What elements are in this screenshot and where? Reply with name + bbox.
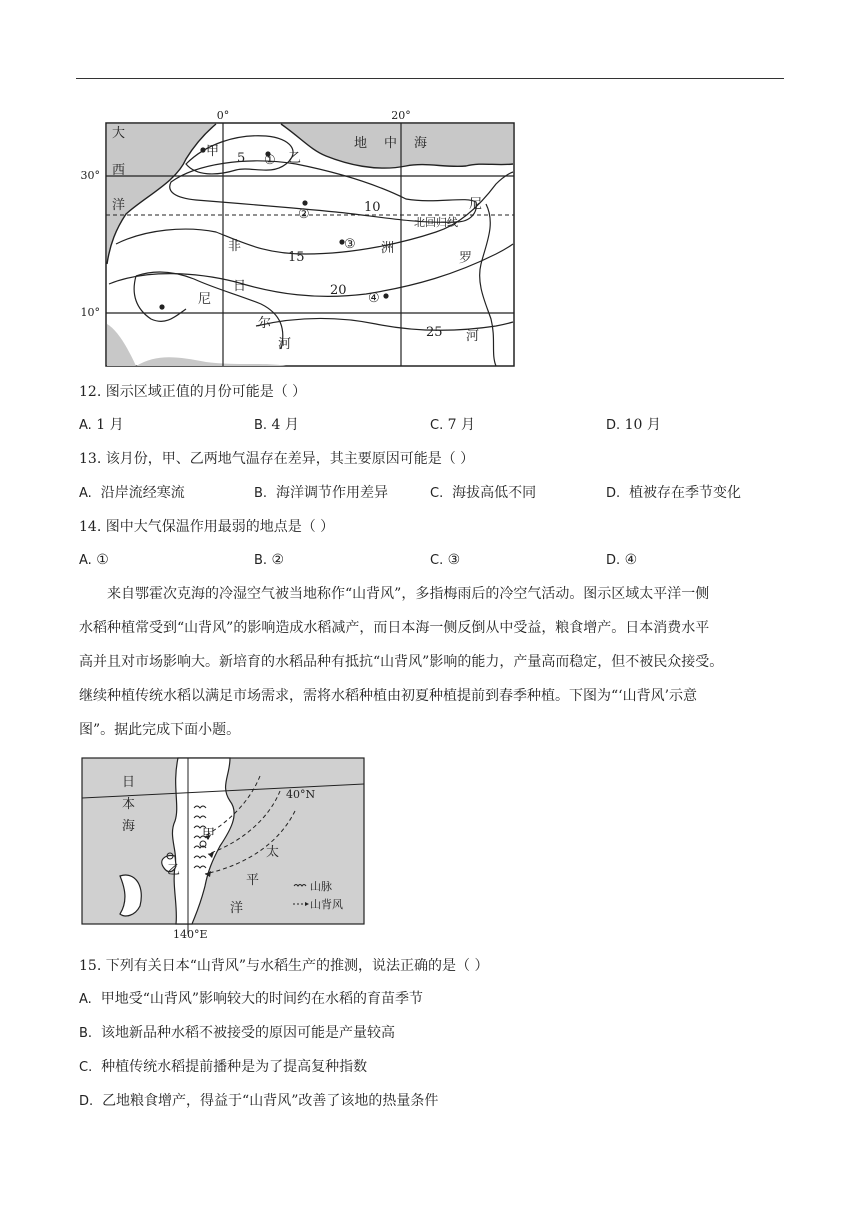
q14-option-c: [430, 550, 460, 571]
isotherm-label-25: 25: [426, 325, 443, 340]
q13-stem: 13. 该月份，甲、乙两地气温存在差异，其主要原因可能是（ ）: [79, 451, 475, 467]
place-hai: 海: [414, 136, 428, 151]
option-text: 植被存在季节变化: [629, 485, 742, 501]
place-nile-ni: 尼: [469, 197, 483, 212]
option-key: B.: [254, 486, 268, 501]
legend-label-wind: 山背风: [310, 898, 343, 911]
option-text: 7 月: [447, 417, 476, 433]
sea-label-yang: 洋: [230, 901, 244, 916]
option-text: ②: [271, 552, 285, 568]
option-text: 4 月: [271, 417, 299, 433]
label-2: ②: [298, 207, 310, 222]
place-nile-he: 河: [466, 329, 480, 344]
isotherm-label-5: 5: [237, 151, 246, 166]
place-nile-luo: 罗: [459, 251, 473, 266]
q12-stem: 12. 图示区域正值的月份可能是（ ）: [79, 384, 307, 400]
option-key: C.: [79, 1060, 93, 1075]
option-key: B.: [254, 553, 268, 568]
q13-option-c: [430, 483, 536, 504]
label-jia: 甲: [206, 144, 220, 159]
tropic-label: 北回归线: [414, 216, 458, 229]
yamase-wind-map: [80, 756, 380, 940]
passage-line: 水稻种植常受到“山背风”的影响造成水稻减产，而日本海一侧反倒从中受益，粮食增产。日本消费水平: [79, 620, 710, 636]
lon-label-20: 20°: [391, 109, 411, 122]
lat-label-10: 10°: [80, 306, 100, 319]
option-text: 海洋调节作用差异: [275, 485, 388, 501]
option-text: 该地新品种水稻不被接受的原因可能是产量较高: [100, 1025, 395, 1041]
place-niger-he: 河: [278, 337, 292, 352]
option-key: A.: [79, 486, 92, 501]
header-rule: [76, 78, 784, 79]
point-4-dot: [383, 293, 388, 298]
point-niger-dot: [159, 304, 164, 309]
option-text: 沿岸流经寒流: [100, 485, 185, 501]
q12-option-d: [606, 415, 661, 436]
lat-label-30: 30°: [80, 169, 100, 182]
q13-option-a: [79, 483, 185, 504]
passage-line: 来自鄂霍次克海的冷湿空气被当地称作“山背风”，多指梅雨后的冷空气活动。图示区域太平洋一侧: [107, 586, 710, 602]
q15-option-c: [79, 1057, 367, 1078]
point-2-dot: [302, 200, 307, 205]
place-zhou: 洲: [381, 241, 395, 256]
option-text: 海拔高低不同: [452, 485, 537, 501]
lon-label-140e: 140°E: [173, 928, 208, 940]
q12-option-c: [430, 415, 475, 436]
option-text: 1 月: [96, 417, 124, 433]
option-key: B.: [254, 418, 268, 433]
q14-option-a: [79, 550, 109, 571]
place-xi: 西: [112, 163, 126, 178]
place-niger-er: 尔: [258, 316, 272, 331]
option-text: ③: [447, 552, 461, 568]
q14-option-b: [254, 550, 284, 571]
place-yang: 洋: [112, 198, 126, 213]
q13-option-b: [254, 483, 388, 504]
place-da: 大: [112, 126, 126, 141]
option-key: C.: [430, 553, 444, 568]
sea-label-ping: 平: [246, 873, 260, 888]
sea-label-ben: 本: [122, 797, 136, 812]
option-text: 甲地受“山背风”影响较大的时间约在水稻的育苗季节: [100, 991, 424, 1007]
label-jia: 甲: [202, 827, 216, 842]
sea-label-ri: 日: [122, 775, 136, 790]
q15-option-d: [79, 1091, 438, 1112]
option-text: ①: [96, 552, 109, 568]
option-key: B.: [79, 1026, 93, 1041]
option-text: 种植传统水稻提前播种是为了提高复种指数: [101, 1059, 368, 1075]
legend-label-mountain: 山脉: [310, 880, 332, 893]
q12-option-a: [79, 415, 124, 436]
q13-option-d: [606, 483, 741, 504]
label-yi: 乙: [167, 863, 181, 878]
sea-label-hai: 海: [122, 819, 136, 834]
q15-option-a: [79, 989, 423, 1010]
place-niger-ri: 日: [233, 279, 247, 294]
label-4: ④: [368, 291, 380, 306]
option-key: A.: [79, 418, 92, 433]
option-key: D.: [79, 1094, 94, 1109]
isotherm-label-20: 20: [330, 283, 347, 298]
isotherm-label-10: 10: [364, 200, 381, 215]
option-key: D.: [606, 553, 621, 568]
place-niger-ni: 尼: [198, 292, 212, 307]
place-zhong: 中: [384, 136, 398, 151]
label-3: ③: [344, 237, 356, 252]
option-text: ④: [624, 552, 638, 568]
reading-passage: [79, 577, 785, 747]
q14-stem: 14. 图中大气保温作用最弱的地点是（ ）: [79, 519, 335, 535]
option-key: D.: [606, 418, 621, 433]
lon-label-0: 0°: [216, 109, 230, 122]
option-key: D.: [606, 486, 621, 501]
q15-option-b: [79, 1023, 395, 1044]
point-jia: [200, 147, 205, 152]
option-key: C.: [430, 486, 444, 501]
option-key: A.: [79, 553, 92, 568]
q15-stem: 15. 下列有关日本“山背风”与水稻生产的推测，说法正确的是（ ）: [79, 958, 489, 974]
option-key: C.: [430, 418, 444, 433]
place-fei: 非: [228, 239, 242, 254]
option-text: 乙地粮食增产，得益于“山背风”改善了该地的热量条件: [102, 1093, 439, 1109]
place-di: 地: [354, 136, 368, 151]
q14-option-d: [606, 550, 637, 571]
north-africa-isotherm-map: [76, 104, 526, 372]
label-1: ①: [264, 153, 276, 168]
q12-option-b: [254, 415, 299, 436]
isotherm-label-15: 15: [288, 250, 305, 265]
option-text: 10 月: [624, 417, 661, 433]
passage-line: 继续种植传统水稻以满足市场需求，需将水稻种植由初夏种植提前到春季种植。下图为“‘山背风’示意: [79, 688, 698, 704]
passage-line: 图”。据此完成下面小题。: [79, 722, 241, 738]
option-key: A.: [79, 992, 92, 1007]
lat-label-40n: 40°N: [286, 788, 316, 801]
sea-label-tai: 太: [266, 845, 280, 860]
label-yi: 乙: [288, 151, 302, 166]
passage-line: 高并且对市场影响大。新培育的水稻品种有抵抗“山背风”影响的能力，产量高而稳定，但不被民众接受。: [79, 654, 724, 670]
